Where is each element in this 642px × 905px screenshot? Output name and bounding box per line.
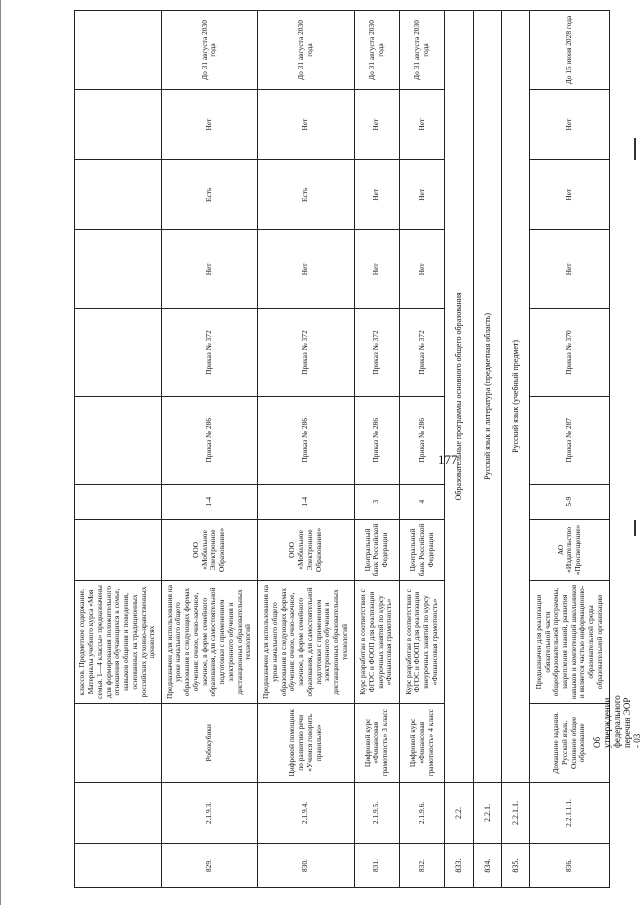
row-deadline: До 31 августа 2030 года (354, 11, 399, 90)
section-row (473, 11, 501, 888)
row-c3 (75, 90, 162, 160)
row-grades: 4 (399, 484, 444, 519)
table-row (354, 11, 399, 888)
row-order1: Приказ № 286 (258, 396, 354, 484)
table-row (399, 11, 444, 888)
row-description: Предназначен для использования на уроке начального общего образования в следующих формах обучения: очное, очно-заочное, заочное, в форме семейного образования, для самостоятельной подготовки с применением электронного обучения и дистанционных образовательных технологий (161, 581, 257, 704)
row-name: Цифровой курс «Финансовая грамотность» 3 класс (354, 703, 399, 782)
row-description: Курс разработан в соответствии с ФГОС и ФООП для реализации внеурочных занятий по курсу «Финансовая грамотность» (399, 581, 444, 704)
row-c2: Есть (161, 160, 257, 230)
row-c3: Нет (354, 90, 399, 160)
row-c2: Нет (354, 160, 399, 230)
page-number: 177 (438, 452, 458, 467)
rotated-table-wrapper (74, 10, 610, 888)
row-num: 830. (258, 844, 354, 888)
row-c3: Нет (161, 90, 257, 160)
section-label: Русский язык (учебный предмет) (502, 11, 530, 783)
row-c1: Нет (530, 230, 610, 309)
row-num: 836. (530, 844, 610, 888)
scan-mark-top (634, 138, 636, 160)
row-org: Центральный банк Российской Федерации (354, 519, 399, 580)
section-code: 2.2.1. (473, 782, 501, 843)
table-row (258, 11, 354, 888)
row-grades (75, 484, 162, 519)
row-order2: Приказ № 372 (161, 309, 257, 397)
section-label: Русский язык и литература (предметная область) (473, 11, 501, 783)
row-description: классов. Предметное содержание. Материалы учебного курса «Моя семья. 1—4 классы» предназначены для формирования положительного отношения обучающихся к семье, навыков общения и поведения, основанных на традиционных российских духовно-нравственных ценностях (75, 581, 162, 704)
row-deadline: До 31 августа 2030 года (161, 11, 257, 90)
row-code: 2.1.9.4. (258, 782, 354, 843)
row-name: Робокубики (161, 703, 257, 782)
row-name: Домашние задания. Русский язык. Основное общее образование (530, 703, 610, 782)
row-grades: 5-9 (530, 484, 610, 519)
row-org: ООО «Мобильное Электронное Образование» (161, 519, 257, 580)
section-num: 834. (473, 844, 501, 888)
row-c1: Нет (399, 230, 444, 309)
row-org: АО «Издательство «Просвещение» (530, 519, 610, 580)
row-order2: Приказ № 372 (354, 309, 399, 397)
row-order2: Приказ № 372 (258, 309, 354, 397)
row-description: Предназначен для использования на уроке начального общего образования в следующих формах обучения: очное, очно-заочное, заочное, в форме семейного образования, для самостоятельной подготовки с применением электронного обучения и дистанционных образовательных технологий (258, 581, 354, 704)
rotated-table-frame (74, 10, 610, 888)
section-row (502, 11, 530, 888)
row-num (75, 844, 162, 888)
row-name (75, 703, 162, 782)
table-row (161, 11, 257, 888)
section-code: 2.2. (445, 782, 473, 843)
row-c2 (75, 160, 162, 230)
row-org (75, 519, 162, 580)
row-order1: Приказ № 286 (399, 396, 444, 484)
row-order1: Приказ № 286 (161, 396, 257, 484)
row-c3: Нет (258, 90, 354, 160)
row-c2: Есть (258, 160, 354, 230)
row-name: Цифровой помощник по развитию речи «Учимся говорить правильно» (258, 703, 354, 782)
row-c1: Нет (161, 230, 257, 309)
row-c2: Нет (530, 160, 610, 230)
section-row (445, 11, 473, 888)
row-order1 (75, 396, 162, 484)
section-code: 2.2.1.1. (502, 782, 530, 843)
row-grades: 1-4 (161, 484, 257, 519)
row-deadline: До 15 июня 2028 года (530, 11, 610, 90)
row-num: 829. (161, 844, 257, 888)
row-order2: Приказ № 370 (530, 309, 610, 397)
row-c1: Нет (258, 230, 354, 309)
row-c2: Нет (399, 160, 444, 230)
row-num: 832. (399, 844, 444, 888)
row-code: 2.1.9.3. (161, 782, 257, 843)
table-row (530, 11, 610, 888)
row-deadline: До 31 августа 2030 года (399, 11, 444, 90)
footer-note: Об утверждении федерального перечня ЭОР - 03 (592, 695, 642, 748)
row-org: Центральный банк Российской Федерации (399, 519, 444, 580)
section-num: 835. (502, 844, 530, 888)
section-num: 833. (445, 844, 473, 888)
row-order2 (75, 309, 162, 397)
scan-edge (0, 0, 1, 905)
row-c1: Нет (354, 230, 399, 309)
row-code: 2.1.9.6. (399, 782, 444, 843)
table-row-continued (75, 11, 162, 888)
row-c1 (75, 230, 162, 309)
row-deadline: До 31 августа 2030 года (258, 11, 354, 90)
row-grades: 1-4 (258, 484, 354, 519)
row-code (75, 782, 162, 843)
row-code: 2.2.1.1.1. (530, 782, 610, 843)
row-num: 831. (354, 844, 399, 888)
scan-mark-bottom (634, 520, 636, 536)
row-order1: Приказ № 286 (354, 396, 399, 484)
row-deadline (75, 11, 162, 90)
row-org: ООО «Мобильное Электронное Образование» (258, 519, 354, 580)
row-c3: Нет (530, 90, 610, 160)
row-code: 2.1.9.5. (354, 782, 399, 843)
row-order1: Приказ № 287 (530, 396, 610, 484)
row-c3: Нет (399, 90, 444, 160)
resource-table (74, 10, 610, 888)
row-description: Курс разработан в соответствии с ФГОС и ФООП для реализации внеурочных занятий по курсу «Финансовая грамотность» (354, 581, 399, 704)
row-order2: Приказ № 372 (399, 309, 444, 397)
row-description: Предназначен для реализации обязательной части общеобразовательной программы, закрепления знаний, развития навыков и компетенций школьников и является частью информационно-образовательной среды образовательной организации (530, 581, 610, 704)
section-label: Образовательные программы основного общего образования (445, 11, 473, 783)
row-name: Цифровой курс «Финансовая грамотность» 4 класс (399, 703, 444, 782)
row-grades: 3 (354, 484, 399, 519)
